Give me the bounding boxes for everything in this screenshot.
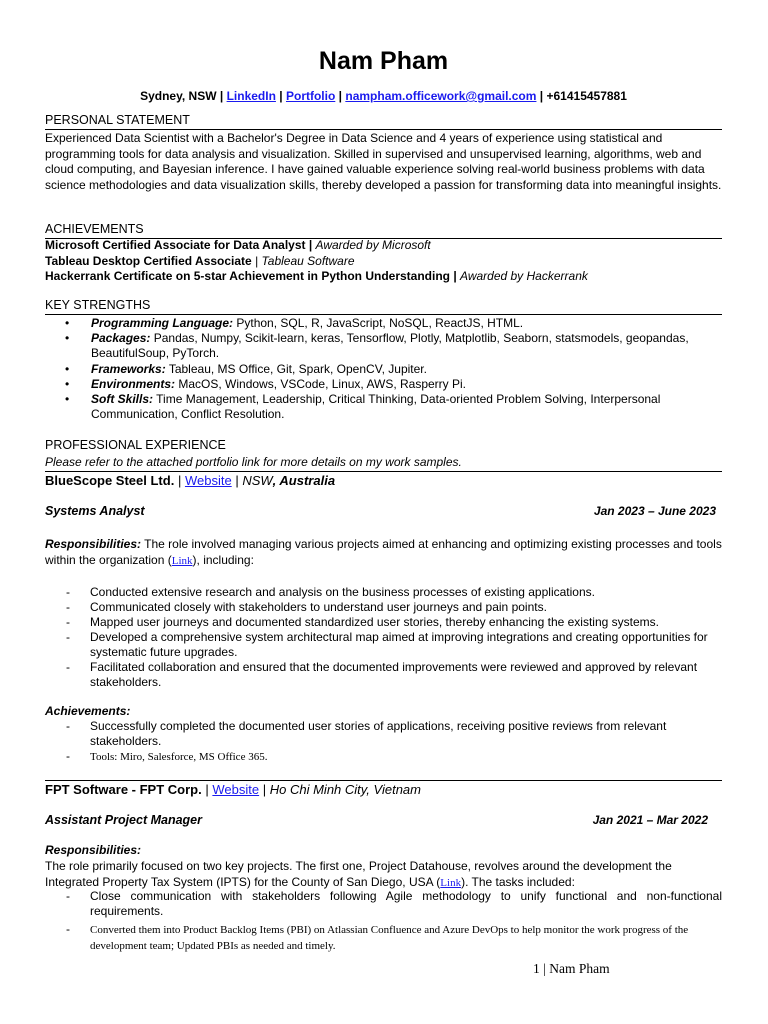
company-line: BlueScope Steel Ltd. | Website | NSW, Australia bbox=[45, 471, 722, 489]
achievements-heading: ACHIEVEMENTS bbox=[45, 222, 722, 239]
job-role: Systems Analyst Jan 2023 – June 2023 bbox=[45, 504, 716, 518]
list-item: - Conducted extensive research and analysis on the business processes of existing applications. bbox=[66, 585, 595, 599]
experience-note: Please refer to the attached portfolio link for more details on my work samples. bbox=[45, 455, 462, 469]
list-item: - Converted them into Product Backlog Items (PBI) on Atlassian Confluence and Azure DevOps to help monitor the work progress of the development team; Updated PBIs as needed and timely. bbox=[66, 922, 689, 952]
achievements-list bbox=[45, 238, 722, 285]
linkedin-link[interactable]: LinkedIn bbox=[226, 89, 276, 103]
key-strengths-heading: KEY STRENGTHS bbox=[45, 298, 722, 315]
company-name: FPT Software - FPT Corp. bbox=[45, 782, 202, 797]
list-item: • Packages: Pandas, Numpy, Scikit-learn, keras, Tensorflow, Plotly, Matplotlib, Seaborn, statsmodels, geopandas, BeautifulSoup, PyTorch. bbox=[65, 331, 689, 361]
company-line: FPT Software - FPT Corp. | Website | Ho Chi Minh City, Vietnam bbox=[45, 780, 722, 798]
achievement-item: Hackerrank Certificate on 5-star Achievement in Python Understanding | Awarded by Hackerrank bbox=[45, 269, 588, 283]
job-duties bbox=[45, 889, 722, 954]
candidate-name: Nam Pham bbox=[318, 47, 449, 75]
list-item: - Close communication with stakeholders following Agile methodology to unify functional and non-functional requirements. bbox=[66, 889, 722, 918]
company-name: BlueScope Steel Ltd. bbox=[45, 473, 175, 488]
job-responsibilities: The role primarily focused on two key projects. The first one, Project Datahouse, revolves around the development the Integrated Property Tax System (IPTS) for the County of San Diego, USA (Link). The tasks included: bbox=[45, 859, 672, 889]
list-item: - Tools: Miro, Salesforce, MS Office 365. bbox=[66, 749, 268, 763]
list-item: - Facilitated collaboration and ensured that the documented improvements were reviewed and approved by relevant stakeholders. bbox=[66, 660, 698, 689]
job-duties bbox=[45, 585, 722, 690]
list-item: - Developed a comprehensive system architectural map aimed at improving integrations and creating opportunities for systematic future upgrades. bbox=[66, 630, 708, 659]
location: Sydney, NSW bbox=[140, 89, 217, 103]
achievement-item: Microsoft Certified Associate for Data Analyst | Awarded by Microsoft bbox=[45, 238, 431, 252]
personal-statement-heading: PERSONAL STATEMENT bbox=[45, 113, 722, 130]
list-item: • Frameworks: Tableau, MS Office, Git, Spark, OpenCV, Jupiter. bbox=[65, 361, 427, 376]
list-item: - Successfully completed the documented user stories of applications, receiving positive reviews from relevant stakeholders. bbox=[66, 719, 667, 748]
key-strengths-list bbox=[45, 316, 722, 422]
contact-line: Sydney, NSW | LinkedIn | Portfolio | nampham.officework@gmail.com | +61415457881 bbox=[140, 89, 627, 103]
company-website-link[interactable]: Website bbox=[184, 473, 232, 488]
list-item: - Mapped user journeys and documented standardized user stories, thereby enhancing the existing systems. bbox=[66, 615, 659, 629]
experience-heading: PROFESSIONAL EXPERIENCE bbox=[45, 438, 226, 452]
list-item: - Communicated closely with stakeholders to understand user journeys and pain points. bbox=[66, 600, 547, 614]
achievements-label: Achievements: bbox=[45, 704, 131, 718]
list-item: • Programming Language: Python, SQL, R, JavaScript, NoSQL, ReactJS, HTML. bbox=[65, 316, 524, 330]
responsibilities-label: Responsibilities: bbox=[45, 843, 142, 857]
personal-statement-text: Experienced Data Scientist with a Bachelor's Degree in Data Science and 4 years of experience using statistical and programming tools for data analysis and visualization. Skilled in supervised and unsupervised learning, algorithms, web and cloud computing, and Bayesian inference. I have gained valuable experience solving real-world business problems with data science methodologies and data visualization skills, thereby developed a passion for transforming data into meaningful insights. bbox=[45, 131, 722, 192]
job-dates: Jan 2021 – Mar 2022 bbox=[592, 813, 708, 827]
portfolio-link[interactable]: Portfolio bbox=[285, 89, 336, 103]
job-achievements bbox=[45, 719, 722, 765]
list-item: • Environments: MacOS, Windows, VSCode, Linux, AWS, Rasperry Pi. bbox=[65, 376, 467, 391]
phone: +61415457881 bbox=[546, 89, 627, 103]
job-role: Assistant Project Manager Jan 2021 – Mar 2022 bbox=[45, 813, 708, 827]
list-item: • Soft Skills: Time Management, Leadership, Critical Thinking, Data-oriented Problem Solving, Interpersonal Communication, Conflict Resolution. bbox=[65, 392, 661, 422]
project-link[interactable]: Link bbox=[440, 876, 462, 889]
email-link[interactable]: nampham.officework@gmail.com bbox=[345, 89, 537, 103]
job-dates: Jan 2023 – June 2023 bbox=[593, 504, 716, 518]
job-responsibilities: Responsibilities: The role involved managing various projects aimed at enhancing and optimizing existing processes and tools within the organization (Link), including: bbox=[45, 537, 722, 567]
page-footer: 1 | Nam Pham bbox=[533, 961, 610, 976]
project-link[interactable]: Link bbox=[171, 554, 193, 567]
company-website-link[interactable]: Website bbox=[212, 782, 260, 797]
achievement-item: Tableau Desktop Certified Associate | Tableau Software bbox=[45, 253, 355, 268]
